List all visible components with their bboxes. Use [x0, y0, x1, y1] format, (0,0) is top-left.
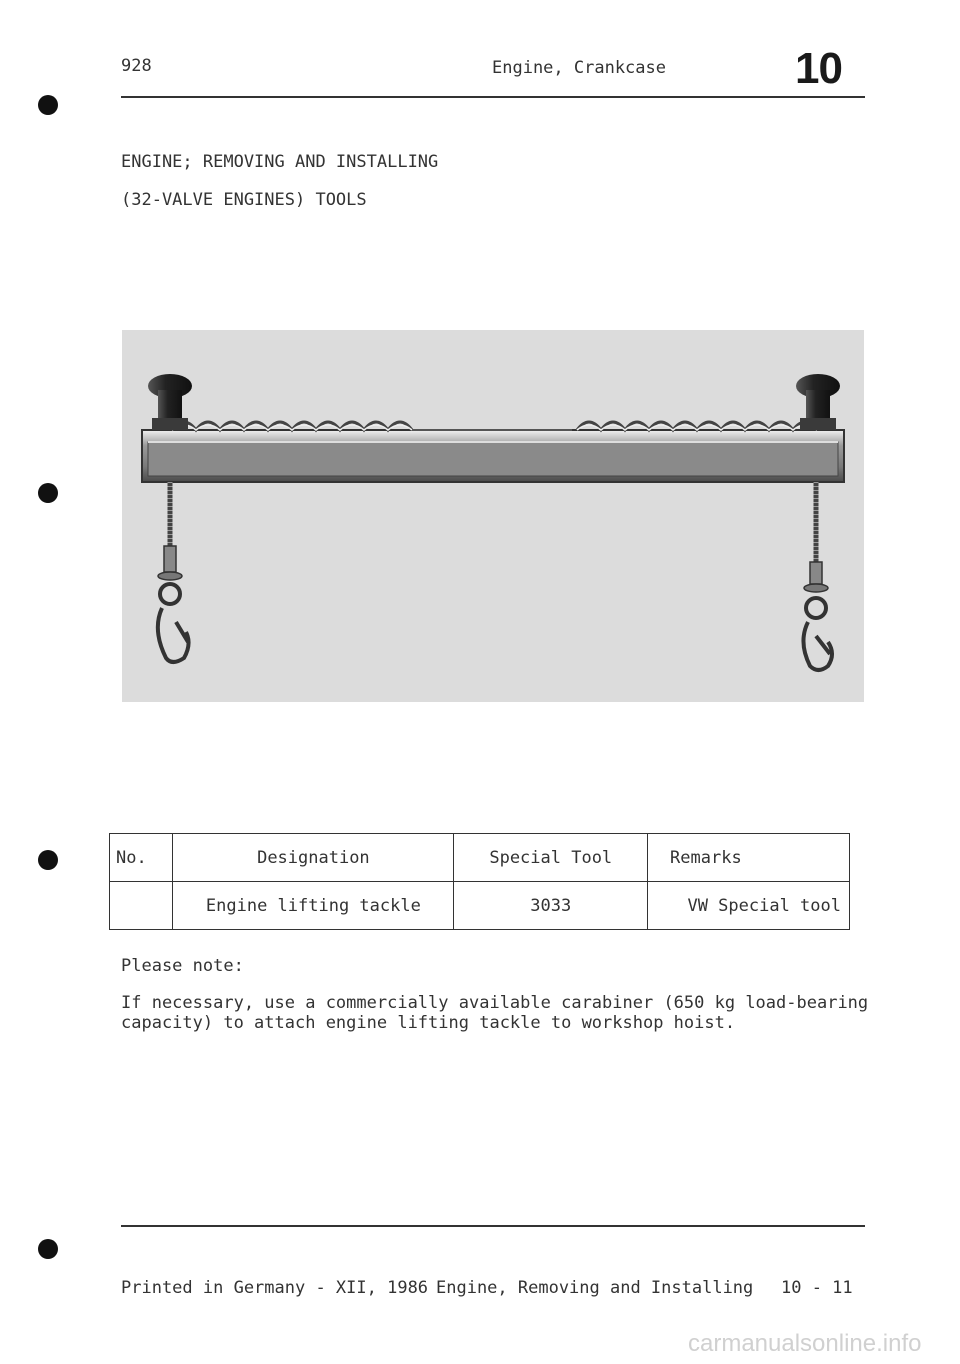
header-model: 928	[121, 56, 152, 76]
footer-printed: Printed in Germany - XII, 1986	[121, 1278, 429, 1298]
page-title-line1: ENGINE; REMOVING AND INSTALLING	[121, 152, 439, 172]
footer-rule	[121, 1225, 865, 1227]
watermark-text: carmanualsonline.info	[688, 1330, 922, 1357]
binder-hole-1	[38, 95, 58, 115]
header-remarks-label: Remarks	[670, 847, 742, 868]
header-remarks	[648, 834, 850, 882]
table-header-row	[110, 834, 850, 882]
cell-remarks-label: VW Special tool	[687, 895, 841, 916]
header-designation: Designation	[173, 834, 454, 882]
tools-table	[109, 833, 850, 930]
cell-designation: Engine lifting tackle	[173, 882, 454, 930]
binder-hole-3	[38, 850, 58, 870]
note-line1: If necessary, use a commercially available carabiner (650 kg load-bearing	[121, 993, 869, 1013]
cell-remarks	[648, 882, 850, 930]
chapter-number: 10	[795, 44, 842, 93]
footer-page: 10 - 11	[781, 1278, 853, 1298]
binder-hole-2	[38, 483, 58, 503]
engine-lifting-tackle-illustration	[122, 330, 864, 702]
tool-photo	[122, 330, 864, 702]
cell-special-tool: 3033	[454, 882, 648, 930]
header-no: No.	[110, 834, 173, 882]
footer-section: Engine, Removing and Installing	[436, 1278, 754, 1298]
table-row	[110, 882, 850, 930]
header-section-title: Engine, Crankcase	[492, 58, 666, 78]
note-line2: capacity) to attach engine lifting tackle to workshop hoist.	[121, 1013, 736, 1033]
binder-hole-4	[38, 1239, 58, 1259]
cell-no	[110, 882, 173, 930]
header-rule	[121, 96, 865, 98]
header-special-tool: Special Tool	[454, 834, 648, 882]
page-title-line2: (32-VALVE ENGINES) TOOLS	[121, 190, 367, 210]
note-heading: Please note:	[121, 956, 244, 976]
